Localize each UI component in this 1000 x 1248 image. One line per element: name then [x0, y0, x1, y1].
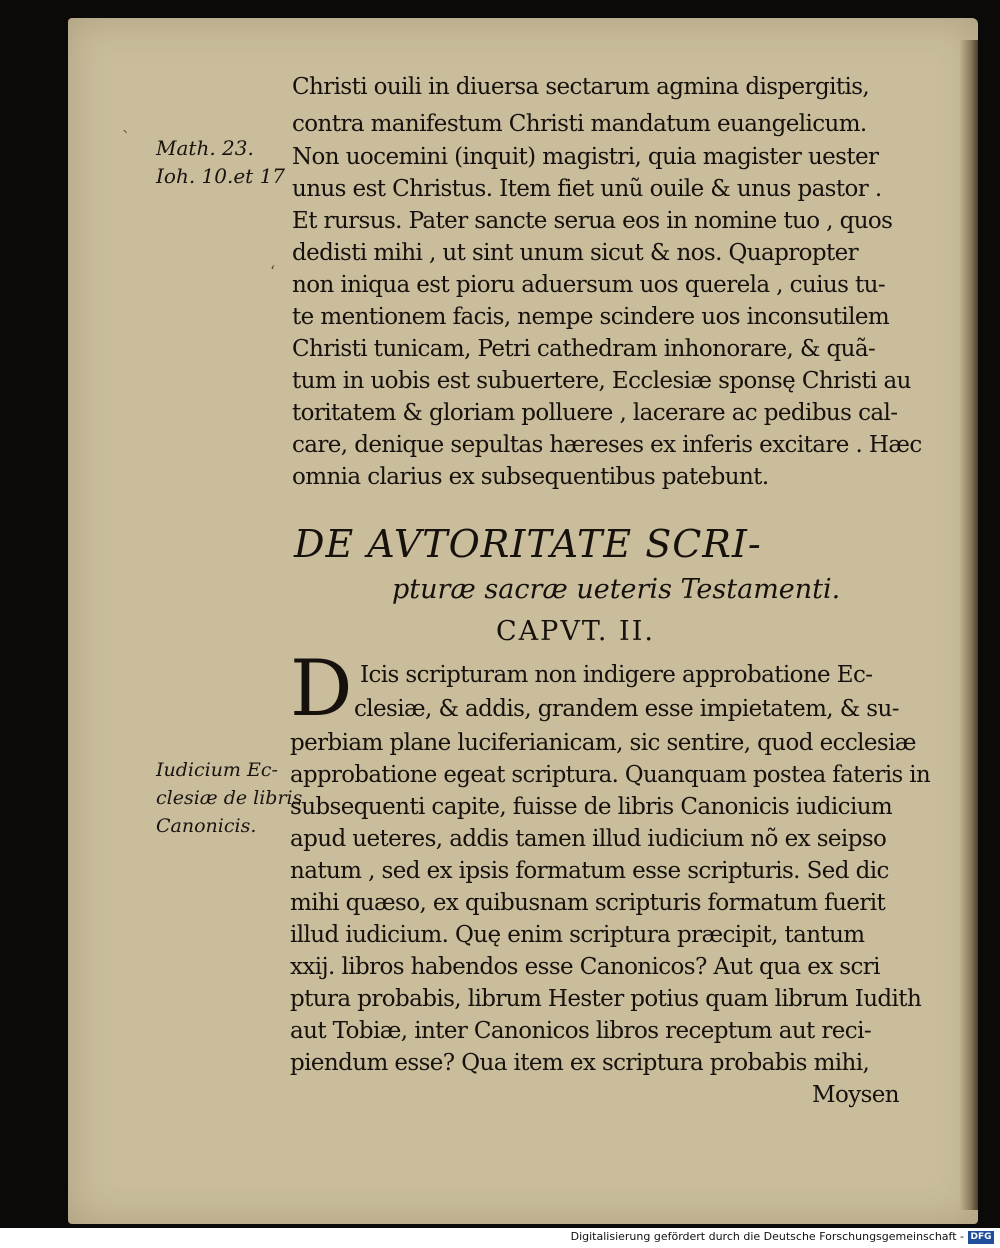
- text-line: unus est Christus. Item fiet unũ ouile & unus pastor .: [292, 176, 882, 202]
- text-line: approbatione egeat scriptura. Quanquam postea fateris in: [290, 762, 931, 788]
- drop-cap: D: [290, 644, 353, 734]
- footer-bar: [0, 1228, 1000, 1248]
- text-line: piendum esse? Qua item ex scriptura probabis mihi,: [290, 1050, 870, 1076]
- text-line: clesiæ, & addis, grandem esse impietatem, & su-: [354, 696, 899, 722]
- text-line: natum , sed ex ipsis formatum esse scripturis. Sed dic: [290, 858, 889, 884]
- text-line: ptura probabis, librum Hester potius quam librum Iudith: [290, 986, 922, 1012]
- text-line: subsequenti capite, fuisse de libris Canonicis iudicium: [290, 794, 893, 820]
- text-line: tum in uobis est subuertere, Ecclesiæ sponsę Christi au: [292, 368, 911, 394]
- marginal-note: Math. 23.: [156, 136, 254, 160]
- ink-mark: ʻ: [270, 262, 276, 281]
- marginal-note: Canonicis.: [156, 815, 257, 837]
- marginal-note: Ioh. 10.et 17: [156, 164, 286, 188]
- footer-credit: Digitalisierung gefördert durch die Deutsche Forschungsgemeinschaft -: [570, 1230, 964, 1243]
- dfg-logo-icon: DFG: [968, 1231, 994, 1244]
- text-line: contra manifestum Christi mandatum euangelicum.: [292, 111, 867, 137]
- text-line: aut Tobiæ, inter Canonicos libros receptum aut reci-: [290, 1018, 871, 1044]
- chapter-subtitle: pturæ sacræ ueteris Testamenti.: [392, 574, 841, 605]
- text-line: te mentionem facis, nempe scindere uos inconsutilem: [292, 304, 890, 330]
- text-line: care, denique sepultas hæreses ex inferis excitare . Hæc: [292, 432, 922, 458]
- marginal-note: clesiæ de libris: [156, 787, 303, 809]
- chapter-number: CAPVT. II.: [496, 616, 655, 647]
- marginal-note: Iudicium Ec-: [156, 759, 278, 781]
- text-line: Non uocemini (inquit) magistri, quia magister uester: [292, 144, 879, 170]
- text-line: Christi tunicam, Petri cathedram inhonorare, & quã-: [292, 336, 876, 362]
- text-line: toritatem & gloriam polluere , lacerare ac pedibus cal-: [292, 400, 898, 426]
- page-edge-shadow: [960, 40, 978, 1210]
- text-line: mihi quæso, ex quibusnam scripturis formatum fuerit: [290, 890, 886, 916]
- text-line: illud iudicium. Quę enim scriptura præcipit, tantum: [290, 922, 865, 948]
- chapter-title: DE AVTORITATE SCRI-: [294, 522, 762, 566]
- text-line: dedisti mihi , ut sint unum sicut & nos. Quapropter: [292, 240, 859, 266]
- text-line: Icis scripturam non indigere approbatione Ec-: [360, 662, 873, 688]
- text-line: non iniqua est pioru aduersum uos querela , cuius tu-: [292, 272, 886, 298]
- text-line: xxij. libros habendos esse Canonicos? Aut qua ex scri: [290, 954, 880, 980]
- catchword: Moysen: [812, 1082, 900, 1108]
- text-line: apud ueteres, addis tamen illud iudicium nõ ex seipso: [290, 826, 887, 852]
- text-line: Et rursus. Pater sancte serua eos in nomine tuo , quos: [292, 208, 893, 234]
- text-line: Christi ouili in diuersa sectarum agmina dispergitis,: [292, 74, 870, 100]
- text-line: omnia clarius ex subsequentibus patebunt.: [292, 464, 769, 490]
- ink-mark: `: [122, 128, 130, 147]
- text-line: perbiam plane luciferianicam, sic sentire, quod ecclesiæ: [290, 730, 916, 756]
